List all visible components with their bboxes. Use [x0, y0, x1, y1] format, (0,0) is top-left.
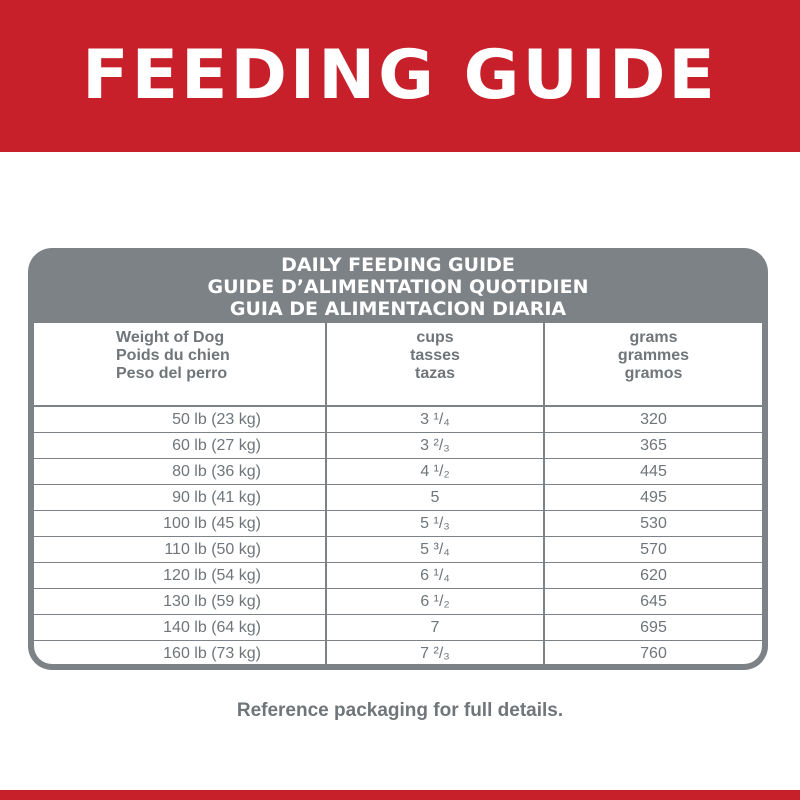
weight-cell: 60 lb (27 kg): [34, 433, 326, 459]
grams-cell: 365: [544, 433, 762, 459]
cups-cell: 5 ¹/₃: [326, 511, 544, 537]
grams-cell: 570: [544, 537, 762, 563]
cups-cell: 3 ²/₃: [326, 433, 544, 459]
table-header-row: [34, 323, 762, 406]
cups-cell: 3 ¹/₄: [326, 406, 544, 433]
cups-cell: 7: [326, 615, 544, 641]
grams-cell: 645: [544, 589, 762, 615]
weight-cell: 110 lb (50 kg): [34, 537, 326, 563]
cups-cell: 7 ²/₃: [326, 641, 544, 665]
column-header-line: cups: [416, 329, 454, 346]
feeding-table: [34, 323, 762, 664]
grams-cell: 620: [544, 563, 762, 589]
title-banner: [0, 0, 800, 152]
column-header-line: grams: [629, 329, 678, 346]
grams-cell: 695: [544, 615, 762, 641]
table-row: [34, 511, 762, 537]
page-title: FEEDING GUIDE: [82, 36, 718, 115]
column-header-line: Poids du chien: [116, 347, 230, 364]
cups-cell: 4 ¹/₂: [326, 459, 544, 485]
feeding-guide-header: [28, 248, 768, 322]
table-row: [34, 563, 762, 589]
table-row: [34, 459, 762, 485]
weight-cell: 90 lb (41 kg): [34, 485, 326, 511]
weight-cell: 120 lb (54 kg): [34, 563, 326, 589]
weight-cell: 140 lb (64 kg): [34, 615, 326, 641]
grams-cell: 760: [544, 641, 762, 665]
table-row: [34, 433, 762, 459]
column-header-line: tazas: [414, 365, 456, 382]
column-header-line: gramos: [624, 365, 683, 382]
column-header-cups: [326, 323, 544, 406]
cups-cell: 6 ¹/₄: [326, 563, 544, 589]
cups-cell: 5 ³/₄: [326, 537, 544, 563]
table-row: [34, 485, 762, 511]
guide-title-en: DAILY FEEDING GUIDE: [281, 254, 515, 276]
table-row: [34, 589, 762, 615]
weight-cell: 130 lb (59 kg): [34, 589, 326, 615]
table-row: [34, 537, 762, 563]
grams-cell: 445: [544, 459, 762, 485]
column-header-line: grammes: [617, 347, 690, 364]
cups-cell: 6 ¹/₂: [326, 589, 544, 615]
bottom-bar: [0, 790, 800, 800]
reference-note: Reference packaging for full details.: [236, 700, 564, 721]
column-header-line: tasses: [410, 347, 460, 364]
cups-cell: 5: [326, 485, 544, 511]
table-row: [34, 641, 762, 665]
guide-title-fr: GUIDE D’ALIMENTATION QUOTIDIEN: [207, 276, 589, 298]
grams-cell: 495: [544, 485, 762, 511]
weight-cell: 100 lb (45 kg): [34, 511, 326, 537]
table-row: [34, 406, 762, 433]
column-header-grams: [544, 323, 762, 406]
guide-title-es: GUIA DE ALIMENTACION DIARIA: [229, 298, 567, 320]
column-header-weight: [34, 323, 326, 406]
column-header-line: Weight of Dog: [116, 329, 225, 346]
table-row: [34, 615, 762, 641]
feeding-guide-card: [28, 248, 768, 670]
column-header-line: Peso del perro: [116, 365, 228, 382]
weight-cell: 160 lb (73 kg): [34, 641, 326, 665]
weight-cell: 80 lb (36 kg): [34, 459, 326, 485]
weight-cell: 50 lb (23 kg): [172, 410, 261, 428]
feeding-table-wrap: [34, 323, 762, 664]
grams-cell: 530: [544, 511, 762, 537]
grams-cell: 320: [544, 406, 762, 433]
